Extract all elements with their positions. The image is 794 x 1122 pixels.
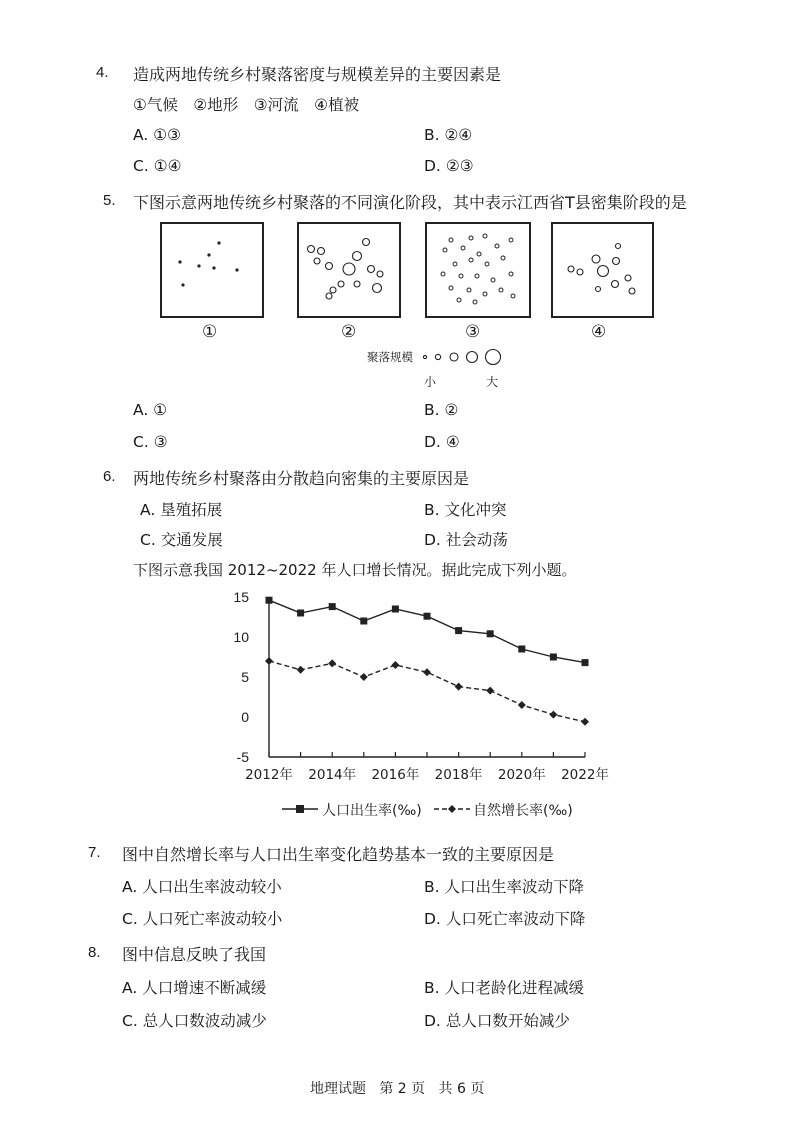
- birth-rate-point: [360, 618, 367, 625]
- settlement-panel-1: [160, 222, 264, 318]
- q8-option-b[interactable]: B. 人口老龄化进程减缓: [424, 979, 585, 997]
- q6-option-a[interactable]: A. 垦殖拓展: [140, 501, 223, 519]
- y-tick-label: -5: [236, 749, 249, 765]
- q8-option-a[interactable]: A. 人口增速不断减缓: [122, 979, 267, 997]
- q8-stem: 图中信息反映了我国: [122, 945, 267, 964]
- q4-option-b[interactable]: B. ②④: [424, 126, 473, 144]
- q7-stem: 图中自然增长率与人口出生率变化趋势基本一致的主要原因是: [122, 845, 555, 864]
- x-tick-label: 2018年: [434, 767, 483, 783]
- growth-rate-point: [265, 657, 273, 665]
- growth-rate-legend-label: 自然增长率(‰): [473, 803, 573, 819]
- settlement-dots-3: [427, 224, 529, 316]
- settlement-panel-2: [297, 222, 401, 318]
- q4-stem: 造成两地传统乡村聚落密度与规模差异的主要因素是: [133, 65, 502, 84]
- legend-small-label: 小: [424, 375, 437, 389]
- page-footer: [310, 1078, 484, 1098]
- growth-rate-point: [391, 661, 399, 669]
- growth-rate-point: [486, 687, 494, 695]
- settlement-dots-2: [299, 224, 399, 316]
- q7-option-c[interactable]: C. 人口死亡率波动较小: [122, 910, 283, 928]
- growth-rate-legend-marker: [434, 803, 474, 815]
- panel-label-1: ①: [202, 322, 218, 342]
- y-tick-label: 10: [233, 629, 249, 645]
- q7-number: 7.: [88, 844, 101, 861]
- x-tick-label: 2022年: [561, 767, 609, 783]
- q5-option-a[interactable]: A. ①: [133, 401, 168, 419]
- growth-rate-point: [518, 701, 526, 709]
- birth-rate-point: [329, 603, 336, 610]
- footer-total: 共 6 页: [438, 1081, 485, 1097]
- y-tick-label: 0: [241, 709, 249, 725]
- x-tick-label: 2012年: [245, 767, 293, 783]
- y-tick-label: 5: [241, 669, 249, 685]
- growth-rate-point: [360, 673, 368, 681]
- panel-label-4: ④: [591, 322, 607, 342]
- q8-option-d[interactable]: D. 总人口数开始减少: [424, 1012, 570, 1030]
- birth-rate-legend-label: 人口出生率(‰): [322, 803, 422, 819]
- settlement-dots-4: [553, 224, 652, 316]
- birth-rate-point: [518, 646, 525, 653]
- q6-option-c[interactable]: C. 交通发展: [140, 531, 223, 549]
- population-chart: [225, 585, 625, 825]
- x-tick-label: 2020年: [497, 767, 546, 783]
- panel-label-3: ③: [465, 322, 481, 342]
- q5-number: 5.: [103, 192, 116, 209]
- footer-subject: 地理试题: [310, 1081, 366, 1097]
- q5-option-d[interactable]: D. ④: [424, 433, 460, 451]
- birth-rate-legend-marker: [282, 803, 322, 815]
- q5-option-c[interactable]: C. ③: [133, 433, 168, 451]
- x-tick-label: 2014年: [308, 767, 357, 783]
- q6-option-d[interactable]: D. 社会动荡: [424, 531, 508, 549]
- birth-rate-point: [582, 659, 589, 666]
- q4-option-d[interactable]: D. ②③: [424, 157, 474, 175]
- q5-stem: 下图示意两地传统乡村聚落的不同演化阶段，其中表示江西省T县密集阶段的是: [133, 193, 687, 212]
- q6-number: 6.: [103, 468, 116, 485]
- birth-rate-point: [550, 654, 557, 661]
- q4-factors: ①气候 ②地形 ③河流 ④植被: [133, 96, 360, 114]
- q8-number: 8.: [88, 944, 101, 961]
- y-tick-label: 15: [233, 589, 249, 605]
- settlement-panel-4: [551, 222, 654, 318]
- chart-intro: 下图示意我国 2012~2022 年人口增长情况。据此完成下列小题。: [133, 561, 577, 579]
- q7-option-b[interactable]: B. 人口出生率波动下降: [424, 878, 585, 896]
- growth-rate-point: [423, 668, 431, 676]
- growth-rate-point: [328, 659, 336, 667]
- settlement-dots-1: [162, 224, 262, 316]
- q6-stem: 两地传统乡村聚落由分散趋向密集的主要原因是: [133, 469, 470, 488]
- growth-rate-point: [455, 683, 463, 691]
- birth-rate-point: [392, 606, 399, 613]
- q4-option-c[interactable]: C. ①④: [133, 157, 182, 175]
- birth-rate-point: [487, 630, 494, 637]
- birth-rate-point: [455, 627, 462, 634]
- q5-option-b[interactable]: B. ②: [424, 401, 459, 419]
- q4-number: 4.: [96, 64, 109, 81]
- panel-label-2: ②: [341, 322, 357, 342]
- q6-option-b[interactable]: B. 文化冲突: [424, 501, 507, 519]
- legend-size-circles: [420, 346, 502, 368]
- birth-rate-point: [424, 613, 431, 620]
- birth-rate-point: [266, 597, 273, 604]
- legend-large-label: 大: [486, 375, 499, 389]
- growth-rate-point: [297, 666, 305, 674]
- settlement-panel-3: [425, 222, 531, 318]
- growth-rate-point: [581, 718, 589, 726]
- growth-rate-point: [549, 711, 557, 719]
- q7-option-d[interactable]: D. 人口死亡率波动下降: [424, 910, 586, 928]
- footer-page: 第 2 页: [379, 1081, 426, 1097]
- birth-rate-point: [297, 610, 304, 617]
- x-tick-label: 2016年: [371, 767, 420, 783]
- legend-title: 聚落规模: [367, 350, 413, 364]
- q7-option-a[interactable]: A. 人口出生率波动较小: [122, 878, 282, 896]
- q8-option-c[interactable]: C. 总人口数波动减少: [122, 1012, 267, 1030]
- birth-rate-line: [269, 600, 585, 662]
- q4-option-a[interactable]: A. ①③: [133, 126, 181, 144]
